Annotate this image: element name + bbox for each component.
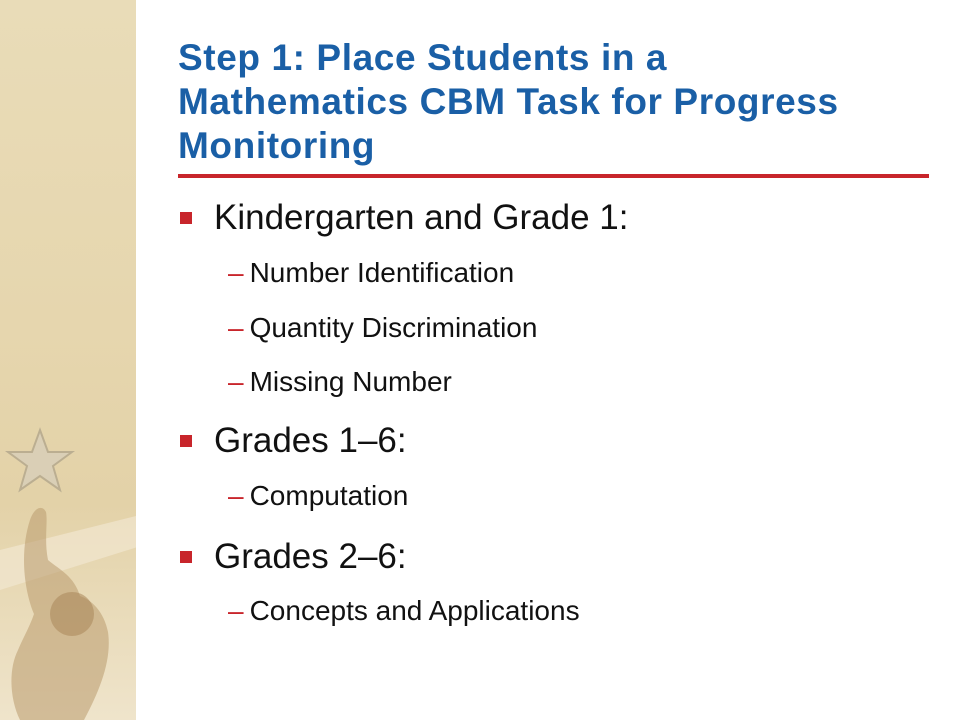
sub-bullet-computation xyxy=(228,480,408,512)
sub-bullet-number-identification xyxy=(228,257,514,289)
bullet-grades-2-6 xyxy=(180,537,407,577)
sub-bullet-missing-number xyxy=(228,366,452,398)
bullet-heading: Kindergarten and Grade 1: xyxy=(214,198,629,237)
square-bullet-icon xyxy=(180,551,192,563)
bullet-heading: Grades 2–6: xyxy=(214,537,407,576)
dash-bullet-icon: – xyxy=(228,312,244,343)
dash-bullet-icon: – xyxy=(228,480,244,511)
square-bullet-icon xyxy=(180,212,192,224)
sub-bullet-concepts-applications xyxy=(228,595,580,627)
sub-bullet-text: Concepts and Applications xyxy=(249,595,580,626)
sub-bullet-text: Quantity Discrimination xyxy=(249,312,538,343)
dash-bullet-icon: – xyxy=(228,595,244,626)
dash-bullet-icon: – xyxy=(228,257,244,288)
bullet-heading: Grades 1–6: xyxy=(214,421,407,460)
sub-bullet-text: Missing Number xyxy=(249,366,452,397)
bullet-kindergarten-grade-1 xyxy=(180,198,628,238)
sub-bullet-text: Number Identification xyxy=(249,257,515,288)
bullet-list xyxy=(180,0,920,720)
slide-title: Step 1: Place Students in a Mathematics CBM Task for Progress Monitoring xyxy=(178,37,839,166)
square-bullet-icon xyxy=(180,435,192,447)
bullet-grades-1-6 xyxy=(180,421,407,461)
star-and-child-reaching-icon xyxy=(0,400,136,720)
sub-bullet-quantity-discrimination xyxy=(228,312,537,344)
sub-bullet-text: Computation xyxy=(249,480,409,511)
dash-bullet-icon: – xyxy=(228,366,244,397)
side-decorative-band xyxy=(0,0,136,720)
